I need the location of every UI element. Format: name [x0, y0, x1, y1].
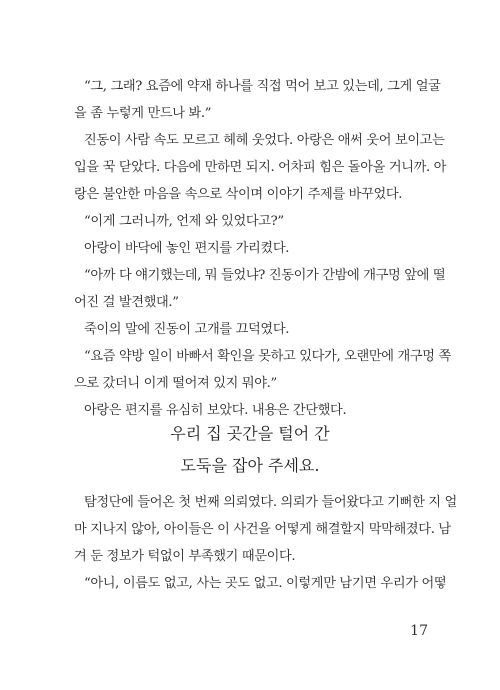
text-line-content: 아랑이 바닥에 놓인 편지를 가리켰다.: [84, 241, 290, 256]
page-number: 17: [410, 623, 428, 639]
text-line-content: 어진 걸 발견했대.”: [74, 295, 179, 310]
text-line: [0, 348, 500, 366]
text-line-content: 으로 갔더니 이게 떨어져 있지 뭐야.”: [74, 376, 277, 391]
text-line-content: “요즘 약방 일이 바빠서 확인을 못하고 있다가, 오랜만에 개구멍 쪽: [84, 349, 451, 364]
text-line: [0, 132, 500, 150]
text-line: [0, 78, 500, 96]
text-line: [0, 213, 500, 231]
text-line: [0, 240, 500, 258]
text-line-content: 아랑은 편지를 유심히 보았다. 내용은 간단했다.: [84, 403, 347, 418]
text-line-content: 마 지나지 않아, 아이들은 이 사건을 어떻게 해결할지 막막해졌다. 남: [74, 522, 451, 537]
text-line-content: 진동이 사람 속도 모르고 헤헤 웃었다. 아랑은 애써 웃어 보이고는: [84, 133, 445, 148]
text-line: [0, 105, 500, 123]
text-line: [0, 267, 500, 285]
text-line-content: “그, 그래? 요즘에 약재 하나를 직접 먹어 보고 있는데, 그게 얼굴: [84, 79, 441, 94]
text-line-content: “아니, 이름도 없고, 사는 곳도 없고. 이렇게만 남기면 우리가 어떻: [84, 576, 447, 591]
text-line: [0, 402, 500, 420]
text-line: [0, 294, 500, 312]
text-line-content: “이게 그러니까, 언제 와 있었다고?”: [84, 214, 284, 229]
text-line: [0, 575, 500, 593]
text-line: [0, 375, 500, 393]
text-line-content: 탐정단에 들어온 첫 번째 의뢰였다. 의뢰가 들어왔다고 기뻐한 지 얼: [84, 495, 457, 510]
text-line-content: 죽이의 말에 진동이 고개를 끄덕였다.: [84, 322, 290, 337]
text-line: [0, 494, 500, 512]
text-line-content: 겨 둔 정보가 턱없이 부족했기 때문이다.: [74, 549, 296, 564]
text-line: [0, 521, 500, 539]
text-line-content: 을 좀 누렇게 만드나 봐.”: [74, 106, 212, 121]
text-line: [0, 159, 500, 177]
text-line: [0, 186, 500, 204]
text-line: [0, 548, 500, 566]
text-line-content: “아까 다 얘기했는데, 뭐 들었냐? 진동이가 간밤에 개구멍 앞에 떨: [84, 268, 446, 283]
text-line: [0, 321, 500, 339]
text-line-content: 랑은 불안한 마음을 속으로 삭이며 이야기 주제를 바꾸었다.: [74, 187, 403, 202]
letter-line-1: 우리 집 곳간을 털어 간: [170, 424, 330, 443]
letter-line-2: 도둑을 잡아 주세요.: [180, 456, 320, 475]
text-line-content: 입을 꾹 닫았다. 다음에 만하면 되지. 어차피 힘은 돌아올 거니까. 아: [74, 160, 447, 175]
